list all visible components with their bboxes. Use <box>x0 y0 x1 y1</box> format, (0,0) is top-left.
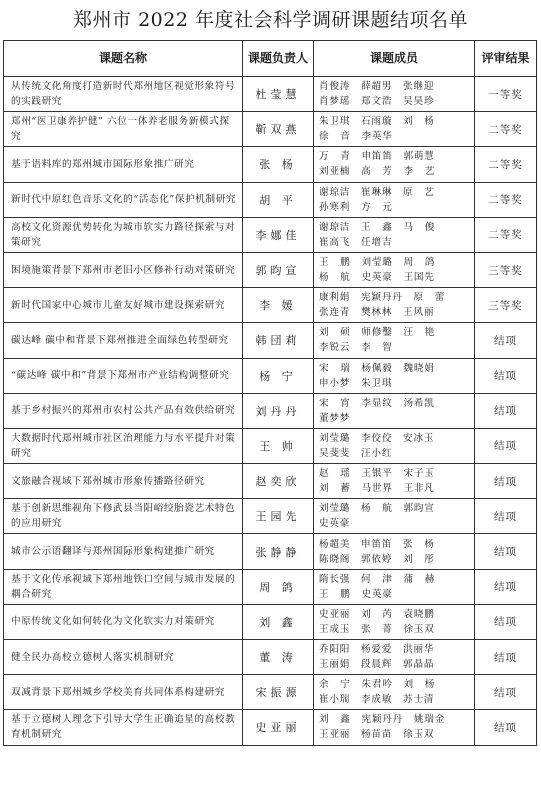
project-members <box>314 569 475 604</box>
members-line: 刘亚楠 高 芳 李 艺 <box>319 166 436 178</box>
project-host: 赵奕欣 <box>243 464 314 499</box>
members-line: 余 宁 朱君吟 刘 杨 <box>319 679 436 691</box>
members-line: 朱卫琪 石雨璇 刘 杨 <box>319 116 435 128</box>
review-result: 结项 <box>475 534 537 569</box>
table-row <box>4 358 537 393</box>
project-name: 基于语料库的郑州城市国际形象推广研究 <box>4 147 243 182</box>
project-name: 碳达峰 碳中和背景下郑州推进全面绿色转型研究 <box>4 323 243 358</box>
header-result: 评审结果 <box>475 41 537 77</box>
project-name: 双减背景下郑州城乡学校美育共同体系构建研究 <box>4 675 243 710</box>
members-line: 王 鹏 刘莹璐 周 鸽 <box>319 257 436 269</box>
project-host: 张静静 <box>243 534 314 569</box>
project-name: 中原传统文化如何转化为文化软实力对策研究 <box>4 604 243 639</box>
project-name: 大数据时代郑州城市社区治理能力与水平提升对策研究 <box>4 428 243 463</box>
members-line: 刘 鑫 宪颖丹丹 姚瑞金 <box>319 714 446 726</box>
review-result: 结项 <box>475 358 537 393</box>
table-row <box>4 323 537 358</box>
project-members <box>314 77 475 112</box>
members-line: 徐 音 李英华 <box>319 131 393 143</box>
project-name: 基于创新思维视角下修武县当阳峪绞胎瓷艺术特色的应用研究 <box>4 499 243 534</box>
project-members <box>314 323 475 358</box>
table-row <box>4 499 537 534</box>
project-members <box>314 640 475 675</box>
members-line: 王 鹏 史英豪 <box>319 588 393 600</box>
review-result: 结项 <box>475 499 537 534</box>
review-result: 二等奖 <box>475 217 537 252</box>
project-name: 健全民办高校立德树人落实机制研究 <box>4 640 243 675</box>
review-result: 一等奖 <box>475 77 537 112</box>
table-row <box>4 147 537 182</box>
project-host: 王 帅 <box>243 428 314 463</box>
review-result: 二等奖 <box>475 147 537 182</box>
project-name: 基于立德树人理念下引导大学生正确追星的高校教育机制研究 <box>4 710 243 745</box>
results-table <box>3 40 537 746</box>
project-host: 宋振源 <box>243 675 314 710</box>
members-line: 肖梦瑶 郑文浩 吴昊珍 <box>319 96 435 108</box>
review-result: 结项 <box>475 464 537 499</box>
project-host: 周 鸽 <box>243 569 314 604</box>
project-name: 困境施策背景下郑州市老旧小区修补行动对策研究 <box>4 252 243 287</box>
review-result: 结项 <box>475 640 537 675</box>
project-name: 城市公示语翻译与郑州国际形象构建推广研究 <box>4 534 243 569</box>
members-line: 谢琼洁 王 鑫 马 俊 <box>319 221 436 233</box>
members-line: 孙寒利 方 元 <box>319 201 393 213</box>
table-row <box>4 464 537 499</box>
project-name: 高校文化资源优势转化为城市软实力路径探索与对策研究 <box>4 217 243 252</box>
project-name: 新时代中原红色音乐文化的“活态化”保护机制研究 <box>4 182 243 217</box>
project-host: 董 涛 <box>243 640 314 675</box>
members-line: 刘莹璐 李佼佼 安冰玉 <box>319 432 435 444</box>
members-line: 陈晓阁 郭依婷 刘 彤 <box>319 553 435 565</box>
review-result: 结项 <box>475 393 537 428</box>
table-row <box>4 112 537 147</box>
members-line: 吴斐斐 汪小红 <box>319 447 393 459</box>
review-result: 三等奖 <box>475 252 537 287</box>
project-members <box>314 464 475 499</box>
project-name: “碳达峰 碳中和”背景下郑州市产业结构调整研究 <box>4 358 243 393</box>
project-host: 刘丹丹 <box>243 393 314 428</box>
project-name: 基于乡村振兴的郑州市农村公共产品有效供给研究 <box>4 393 243 428</box>
project-members <box>314 288 475 323</box>
table-row <box>4 428 537 463</box>
project-host: 李 媛 <box>243 288 314 323</box>
table-row <box>4 640 537 675</box>
project-name: 新时代国家中心城市儿童友好城市建设探索研究 <box>4 288 243 323</box>
members-line: 申小梦 朱卫琪 <box>319 377 393 389</box>
project-name: 从传统文化角度打造新时代郑州地区视觉形象符号的实践研究 <box>4 77 243 112</box>
project-host: 王园先 <box>243 499 314 534</box>
project-members <box>314 217 475 252</box>
members-line: 谢琼洁 崔琳琳 原 艺 <box>319 186 435 198</box>
project-members <box>314 604 475 639</box>
members-line: 董梦梦 <box>319 412 351 424</box>
table-row <box>4 288 537 323</box>
project-members <box>314 499 475 534</box>
project-host: 刘 鑫 <box>243 604 314 639</box>
members-line: 赵 瑶 王银平 宋子玉 <box>319 468 435 480</box>
project-host: 韩団莉 <box>243 323 314 358</box>
review-result: 二等奖 <box>475 112 537 147</box>
review-result: 三等奖 <box>475 288 537 323</box>
table-row <box>4 217 537 252</box>
table-row <box>4 534 537 569</box>
project-members <box>314 675 475 710</box>
table-row <box>4 393 537 428</box>
members-line: 宋 瑞 杨佩毅 魏晓娟 <box>319 362 435 374</box>
header-name: 课题名称 <box>4 41 243 77</box>
project-members <box>314 112 475 147</box>
members-line: 王亚丽 杨苗苗 徐玉双 <box>319 729 435 741</box>
project-members <box>314 534 475 569</box>
table-row <box>4 710 537 745</box>
project-members <box>314 252 475 287</box>
table-row <box>4 182 537 217</box>
project-members <box>314 182 475 217</box>
members-line: 刘 蓄 马世界 王非凡 <box>319 483 435 495</box>
project-host: 杜莹慧 <box>243 77 314 112</box>
members-line: 王丽娟 段晨辉 郭晶晶 <box>319 659 435 671</box>
members-line: 史英豪 <box>319 518 351 530</box>
project-name: 基于文化传承视域下郑州地铁口空间与城市发展的耦合研究 <box>4 569 243 604</box>
members-line: 王成玉 张 菁 徐玉双 <box>319 623 435 635</box>
project-host: 李娜佳 <box>243 217 314 252</box>
table-row <box>4 604 537 639</box>
table-row <box>4 569 537 604</box>
header-members: 课题成员 <box>314 41 475 77</box>
members-line: 万 青 申笛笛 郭萌慧 <box>319 151 435 163</box>
members-line: 隋长强 何 津 蒲 赫 <box>319 573 436 585</box>
members-line: 史亚丽 刘 芮 袁晓鹏 <box>319 608 435 620</box>
review-result: 结项 <box>475 604 537 639</box>
project-host: 张 杨 <box>243 147 314 182</box>
members-line: 乔阳阳 杨爱爱 洪丽华 <box>319 644 435 656</box>
members-line: 刘莹璐 杨 航 郭昀宣 <box>319 503 435 515</box>
header-host: 课题负责人 <box>243 41 314 77</box>
project-members <box>314 710 475 745</box>
review-result: 结项 <box>475 323 537 358</box>
members-line: 张连青 樊林林 王风丽 <box>319 307 435 319</box>
members-line: 刘 硕 师修鑿 汪 艳 <box>319 327 436 339</box>
page-title: 郑州市 2022 年度社会科学调研课题结项名单 <box>73 9 468 31</box>
members-line: 崔小瑞 李成敏 苏士清 <box>319 694 435 706</box>
members-line: 崔高飞 任增吉 <box>319 236 393 248</box>
review-result: 结项 <box>475 675 537 710</box>
project-members <box>314 428 475 463</box>
project-members <box>314 147 475 182</box>
members-line: 肖俊涛 薛超男 张继迎 <box>319 81 435 93</box>
project-host: 靳双燕 <box>243 112 314 147</box>
project-host: 史亚丽 <box>243 710 314 745</box>
members-line: 杨超美 申笛笛 张 杨 <box>319 538 435 550</box>
members-line: 李锐云 李 智 <box>319 342 393 354</box>
project-name: 郑州“医卫康养护健” 六位一体养老服务新模式探究 <box>4 112 243 147</box>
table-row <box>4 252 537 287</box>
members-line: 杨 航 史英豪 王国先 <box>319 272 435 284</box>
project-host: 杨 宁 <box>243 358 314 393</box>
project-name: 文旅融合视域下郑州城市形象传播路径研究 <box>4 464 243 499</box>
table-header <box>4 41 537 77</box>
project-members <box>314 393 475 428</box>
table-row <box>4 675 537 710</box>
review-result: 二等奖 <box>475 182 537 217</box>
project-host: 郭昀宣 <box>243 252 314 287</box>
review-result: 结项 <box>475 710 537 745</box>
review-result: 结项 <box>475 428 537 463</box>
table-row <box>4 77 537 112</box>
members-line: 康利娟 宪颖丹丹 原 蕾 <box>319 292 446 304</box>
review-result: 结项 <box>475 569 537 604</box>
members-line: 宋 宵 李显纹 汤希凯 <box>319 397 435 409</box>
project-members <box>314 358 475 393</box>
project-host: 胡 平 <box>243 182 314 217</box>
